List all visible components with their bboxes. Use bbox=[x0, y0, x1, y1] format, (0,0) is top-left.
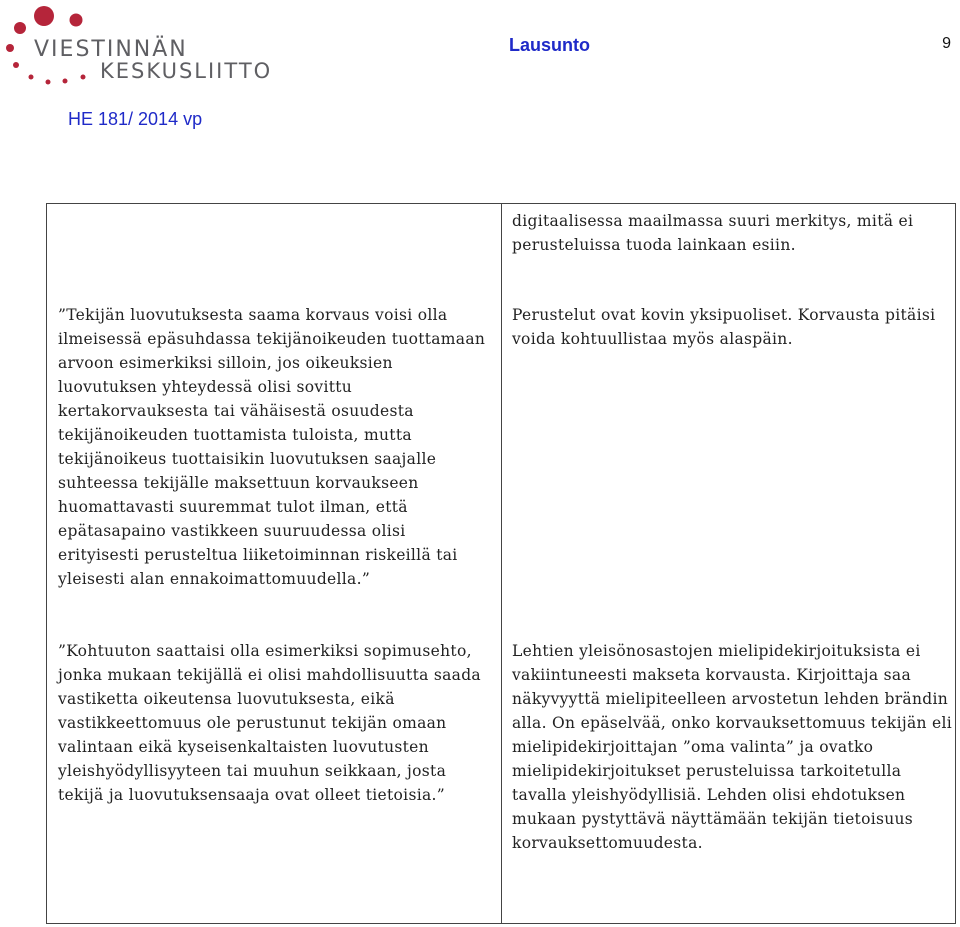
document-reference: HE 181/ 2014 vp bbox=[68, 109, 203, 129]
table-row-2-comment: Perustelut ovat kovin yksipuoliset. Korvausta pitäisi voida kohtuullistaa myös alaspäin. bbox=[512, 306, 936, 348]
column-divider bbox=[501, 204, 502, 923]
table-row-3-quote: ”Kohtuuton saattaisi olla esimerkiksi sopimusehto, jonka mukaan tekijällä ei olisi mahdollisuutta saada vastiketta oikeutensa luovutuksesta, eikä vastikkeettomuus ole perustunut tekijän omaan valintaan eikä kyseisenkaltaisten luovutusten yleishyödyllisyyteen tai muuhun seikkaan, josta tekijä ja luovutuksensaaja ovat olleet tietoisia.” bbox=[58, 642, 481, 804]
logo-line1: VIESTINNÄN bbox=[34, 37, 188, 62]
table-row-3-comment: Lehtien yleisönosastojen mielipidekirjoituksista ei vakiintuneesti makseta korvausta. Kirjoittaja saa näkyvyyttä mielipiteelleen arvostetun lehden brändin alla. On epäselvää, onko korvauksettomuus tekijän eli mielipidekirjoittajan ”oma valinta” ja ovatko mielipidekirjoitukset perusteluissa tarkoitetulla tavalla yleishyödyllisiä. Lehden olisi ehdotuksen mukaan pystyttävä näyttämään tekijän tietoisuus korvauksettomuudesta. bbox=[512, 642, 953, 852]
document-title: Lausunto bbox=[509, 35, 590, 55]
logo-line2: KESKUSLIITTO bbox=[100, 59, 273, 83]
table-row-1-comment: digitaalisessa maailmassa suuri merkitys, mitä ei perusteluissa tuoda lainkaan esiin. bbox=[512, 212, 914, 254]
comment-table bbox=[46, 203, 956, 924]
table-row-2-quote: ”Tekijän luovutuksesta saama korvaus voisi olla ilmeisessä epäsuhdassa tekijänoikeuden tuottamaan arvoon esimerkiksi silloin, jos oikeuksien luovutuksen yhteydessä olisi sovittu kertakorvauksesta tai vähäisestä osuudesta tekijänoikeuden tuottamista tuloista, mutta tekijänoikeus tuottaisikin luovutuksen saajalle suhteessa tekijälle maksettuun korvaukseen huomattavasti suuremmat tulot ilman, että epätasapaino vastikkeen suuruudessa olisi erityisesti perusteltua liiketoiminnan riskeillä tai yleisesti alan ennakoimattomuudella.” bbox=[58, 306, 486, 588]
page-number: 9 bbox=[942, 35, 951, 52]
viestinnan-keskusliitto-logo bbox=[4, 2, 273, 88]
